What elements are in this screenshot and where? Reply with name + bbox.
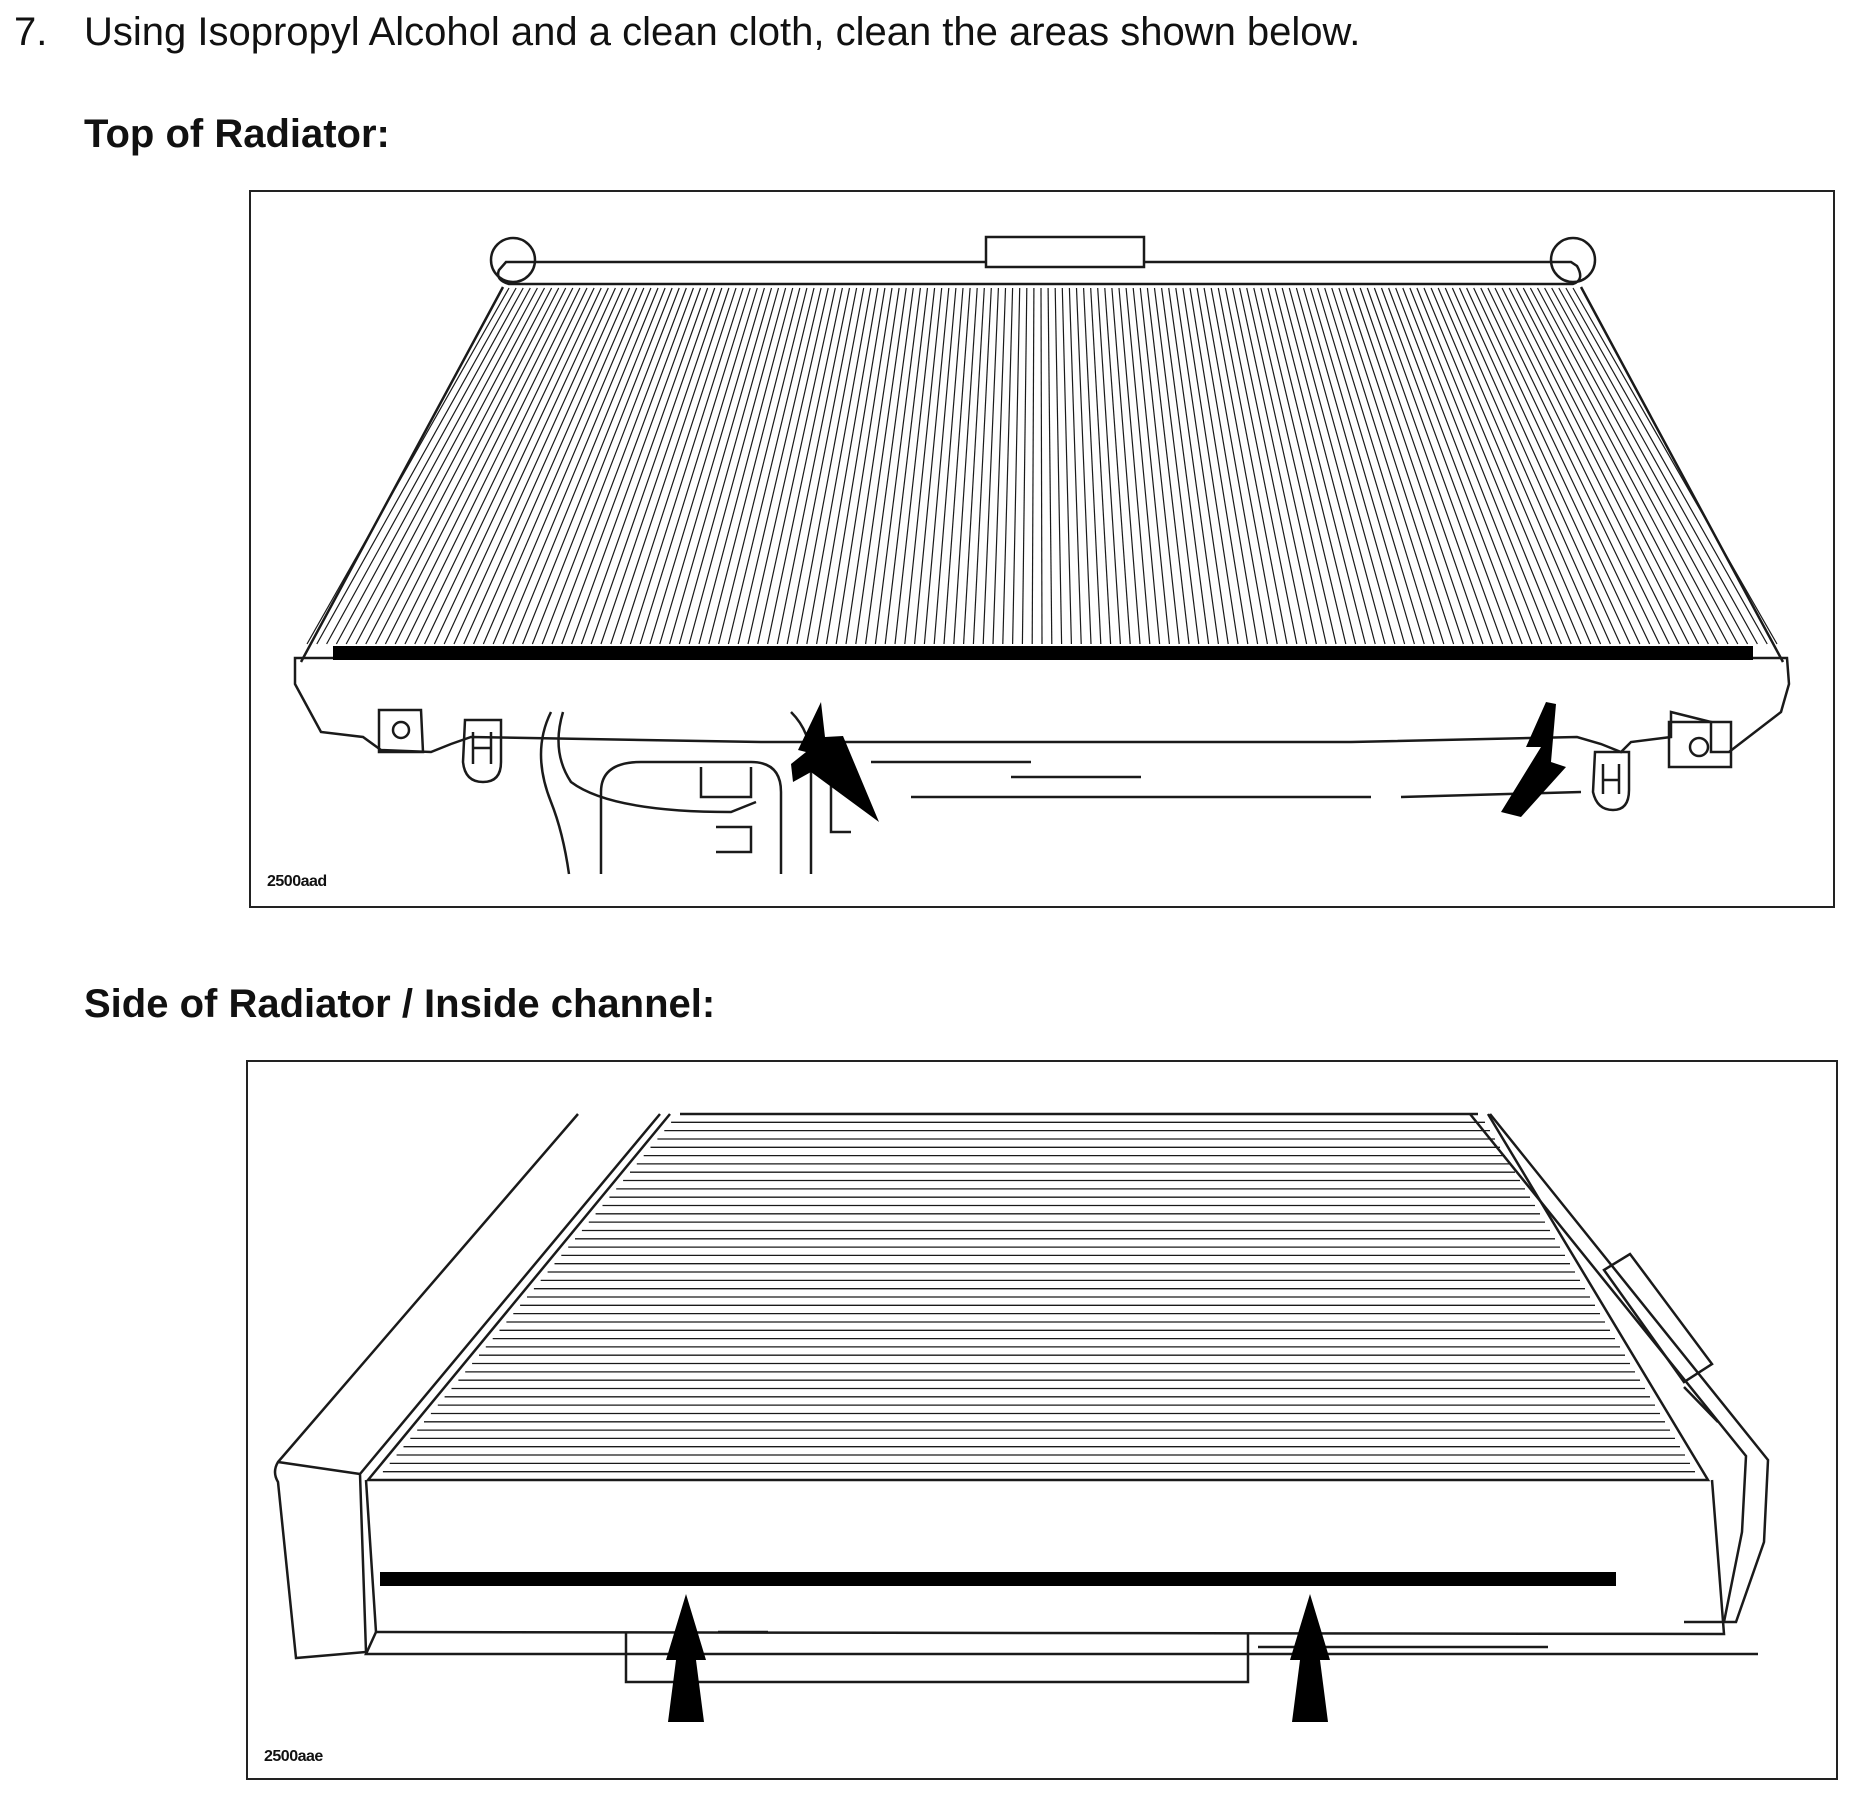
fin-line	[1502, 288, 1679, 644]
bracket-hole-right	[1690, 738, 1708, 756]
fin-line	[1013, 288, 1020, 644]
fin-line	[1268, 288, 1356, 644]
fin-line	[1077, 288, 1092, 644]
arrow-left	[666, 1594, 706, 1722]
fin-line	[679, 288, 778, 644]
fin-line	[1197, 288, 1258, 644]
bracket-hole-left	[393, 722, 409, 738]
fin-line	[1332, 288, 1444, 644]
fin-line	[523, 288, 666, 644]
core-fin-lines	[307, 288, 1777, 644]
figure-top-of-radiator	[249, 190, 1835, 908]
fin-line	[1438, 288, 1591, 644]
fin-line	[1240, 288, 1317, 644]
fin-line	[581, 288, 707, 644]
fin-line	[758, 288, 836, 644]
fin-line	[1367, 288, 1493, 644]
fin-line	[1360, 288, 1483, 644]
fin-line	[1410, 288, 1552, 644]
fin-line	[817, 288, 878, 644]
fin-line	[1084, 288, 1101, 644]
fin-line	[1190, 288, 1248, 644]
fin-line	[1041, 288, 1042, 644]
fin-line	[1119, 288, 1150, 644]
fin-line	[1573, 288, 1777, 644]
mount-boss-left	[491, 238, 535, 282]
fin-line	[1467, 288, 1630, 644]
fin-line	[1032, 288, 1034, 644]
fin-line	[1282, 288, 1375, 644]
fin-line	[621, 288, 736, 644]
fin-line	[973, 288, 991, 644]
fin-line	[1382, 288, 1513, 644]
fin-line	[1325, 288, 1434, 644]
fin-line	[483, 288, 636, 644]
fin-line	[983, 288, 998, 644]
fin-line	[1339, 288, 1454, 644]
fin-line	[1311, 288, 1415, 644]
mount-boss-right	[1551, 238, 1595, 282]
fin-line	[640, 288, 750, 644]
fin-line	[719, 288, 807, 644]
fin-line	[1055, 288, 1061, 644]
step-number: 7.	[14, 10, 48, 54]
fin-line	[934, 288, 963, 644]
fin-line	[993, 288, 1006, 644]
fin-line	[1559, 288, 1758, 644]
fin-line	[1048, 288, 1052, 644]
step-instruction	[14, 10, 1360, 55]
filler-neck	[986, 237, 1144, 267]
fin-line	[826, 288, 885, 644]
arrow-left	[791, 702, 879, 822]
fin-line	[1304, 288, 1405, 644]
fin-line	[542, 288, 679, 644]
fin-line	[591, 288, 715, 644]
fin-line	[1445, 288, 1600, 644]
fin-line	[1474, 288, 1640, 644]
fin-line	[1509, 288, 1689, 644]
fin-line	[1296, 288, 1394, 644]
fin-line	[376, 288, 559, 644]
fin-line	[385, 288, 565, 644]
clean-area-marker-top	[333, 646, 1753, 660]
fin-line	[670, 288, 772, 644]
clean-area-marker-side	[380, 1572, 1616, 1586]
fin-line	[1062, 288, 1071, 644]
figure-id-label: 2500aad	[267, 873, 327, 890]
fin-line	[836, 288, 892, 644]
fin-line	[327, 288, 524, 644]
fin-line	[905, 288, 942, 644]
step-text: Using Isopropyl Alcohol and a clean cloth, clean the areas shown below.	[84, 10, 1361, 54]
fin-line	[630, 288, 743, 644]
fin-line	[1552, 288, 1748, 644]
fin-line	[709, 288, 800, 644]
fin-line	[660, 288, 765, 644]
fin-line	[1126, 288, 1160, 644]
fin-line	[1003, 288, 1013, 644]
fin-line	[1069, 288, 1081, 644]
fin-line	[464, 288, 623, 644]
fin-line	[856, 288, 906, 644]
fin-line	[1275, 288, 1365, 644]
radiator-side-illustration	[248, 1062, 1838, 1780]
fin-line	[474, 288, 630, 644]
fin-line	[562, 288, 694, 644]
fin-line	[444, 288, 608, 644]
fin-line	[1452, 288, 1610, 644]
section-heading-side: Side of Radiator / Inside channel:	[84, 982, 716, 1026]
fin-line	[738, 288, 821, 644]
fin-line	[1396, 288, 1532, 644]
fin-line	[875, 288, 920, 644]
fin-line	[1218, 288, 1287, 644]
section-heading-top: Top of Radiator:	[84, 112, 390, 156]
fin-line	[317, 288, 516, 644]
figure-side-of-radiator	[246, 1060, 1838, 1780]
fin-line	[915, 288, 949, 644]
figure-id-label: 2500aae	[264, 1748, 323, 1765]
fin-line	[1538, 288, 1729, 644]
fin-line	[787, 288, 856, 644]
arrow-right	[1501, 702, 1566, 817]
fin-line	[1523, 288, 1708, 644]
fin-line	[1022, 288, 1026, 644]
radiator-top-illustration	[251, 192, 1835, 908]
core-fin-lines	[383, 1122, 1695, 1471]
fin-line	[1516, 288, 1698, 644]
fin-line	[434, 288, 601, 644]
fin-line	[395, 288, 573, 644]
fin-line	[1140, 288, 1179, 644]
fin-line	[1133, 288, 1169, 644]
arrow-right	[1290, 1594, 1330, 1722]
fin-line	[366, 288, 552, 644]
